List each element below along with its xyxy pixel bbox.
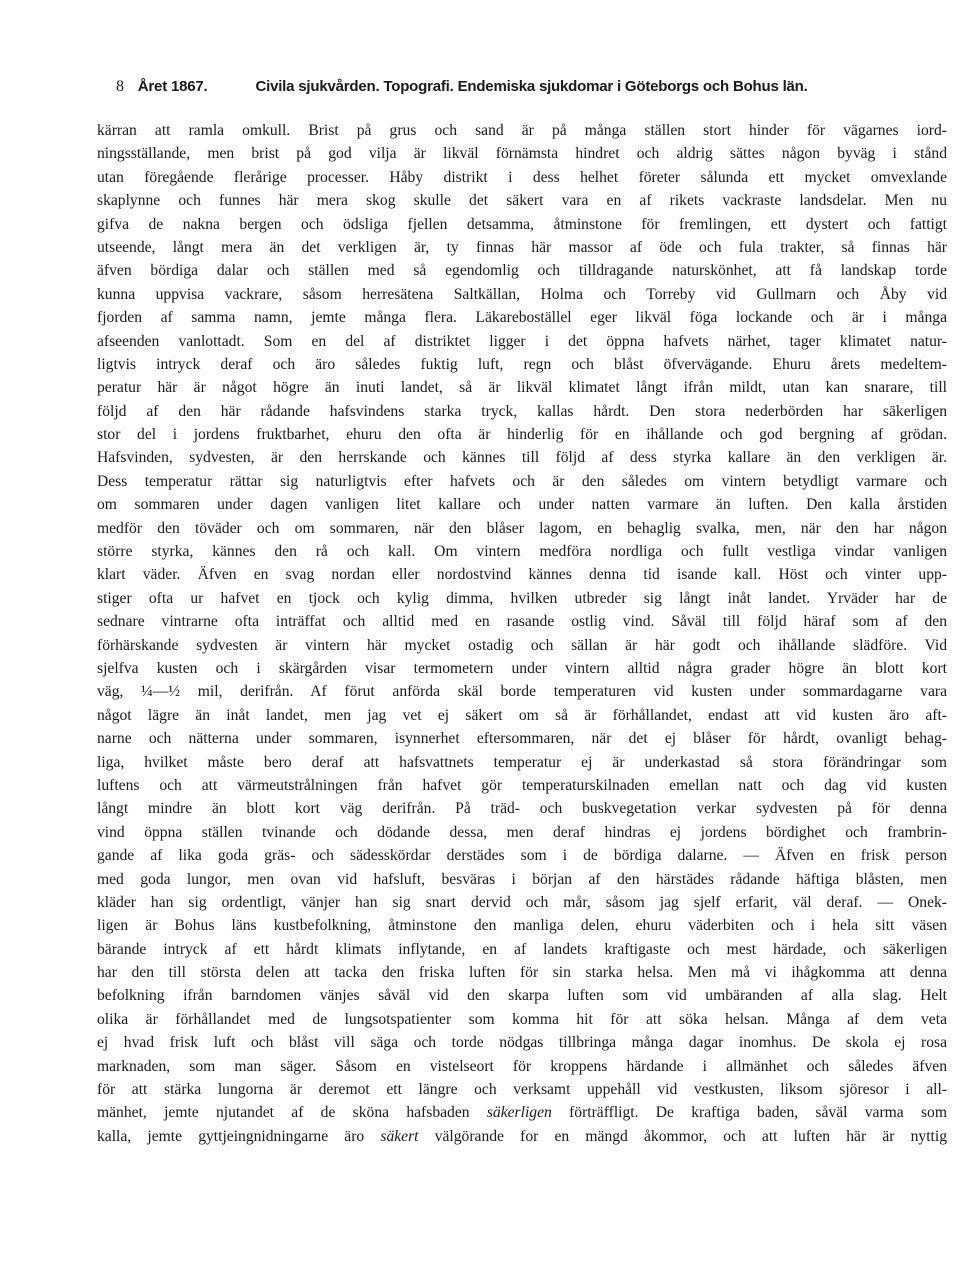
text-line: klart väder. Äfven en svag nordan eller nordostvind kännes denna tid isande kall. Höst och vinter upp- [97,566,947,584]
running-head [116,78,936,102]
text-line: följd af den här rådande hafsvindens starka tryck, kallas hårdt. Den stora nederbörden har säkerligen [97,402,947,420]
italic-word: säkerligen [486,1104,552,1122]
text-line: skaplynne och funnes här mera skog skulle det säkert vara en af rikets vackraste landsdelar. Men nu [97,192,947,210]
text-segment: kalla, jemte gyttjeingnidningarne äro [97,1127,365,1145]
text-line: narne och nätterna under sommaren, isynnerhet eftersommaren, när det ej blåser för hårdt, ovanligt behag- [97,730,947,748]
text-line: Dess temperatur rättar sig naturligtvis efter hafvets och är den således om vintern betydligt varmare och [97,472,947,490]
text-line: väg, ¼—½ mil, derifrån. Af förut anförda skäl borde temperaturen vid kusten under sommardagarne vara [97,683,947,701]
text-line: har den till största delen att tacka den friska luften för sin starka helsa. Men må vi ihågkomma att denna [97,964,947,982]
text-line: Hafsvinden, sydvesten, är den herrskande och kännes till följd af dess styrka kallare än den verkligen är. [97,449,947,467]
text-line: kärran att ramla omkull. Brist på grus och sand är på många ställen stort hinder för vägarnes iord- [97,122,947,139]
running-head-topics: Civila sjukvården. Topografi. Endemiska sjukdomar i Göteborgs och Bohus län. [255,78,808,95]
text-line: kläder han sig ordentligt, vänjer han sig snart dervid och mår, såsom jag sjelf erfarit, väl deraf. — Onek- [97,893,947,911]
text-line: kunna uppvisa vackrare, såsom herresätena Saltkällan, Holma och Torreby vid Gullmarn och Åby vid [97,285,947,303]
body-text [97,119,947,1229]
text-line: gifva de nakna bergen och ödsliga fjellen detsamma, åtminstone för fremlingen, ett dystert och fattigt [97,215,947,233]
text-line: olika är förhållandet med de lungsotspatienter som komma hit för att söka helsan. Många af dem veta [97,1010,947,1028]
italic-word: säkert [380,1127,419,1145]
page-number: 8 [116,78,124,95]
text-line: stor del i jordens fruktbarhet, ehuru den ofta är hinderlig för en ihållande och god bergning af grödan. [97,426,947,444]
text-line: liga, hvilket måste bero deraf att hafsvattnets temperatur ej är underkastad så stora förändringar som [97,753,947,771]
text-line: ningsställande, men brist på god vilja är likväl förnämsta hindret och aldrig sättes någon byväg i stånd [97,145,947,163]
text-line: afseenden vanlottadt. Som en del af distriktet ligger i det öppna hafvets närhet, tager klimatet natur- [97,332,947,350]
text-line: bärande intryck af ett hårdt klimats inflytande, en af landets kraftigaste och mest härdade, och säkerligen [97,940,947,958]
text-line: vind öppna ställen tvinande och dödande dessa, men deraf hindras ej jordens bördighet och frambrin- [97,823,947,841]
text-segment: välgörande for en mängd åkommor, och att luften här är nyttig [434,1127,947,1145]
text-line: något lägre än inåt landet, men jag vet ej säkert om så är förhållandet, endast att vid kusten äro aft- [97,706,947,724]
text-line: befolkning ifrån barndomen vänjes såväl vid den skarpa luften som vid umbäranden af alla slag. Helt [97,987,947,1005]
text-line: utseende, långt mera än det verkligen är, ty finnas här massor af öde och fula trakter, så finnas här [97,238,947,256]
text-line: sjelfva kusten och i skärgården visar termometern under vintern alltid några grader högre än blott kort [97,659,947,677]
text-line: långt mindre än blott kort väg derifrån. På träd- och buskvegetation verkar sydvesten på för denna [97,800,947,818]
text-line: luftens och att värmeutstrålningen från hafvet gör temperaturskilnaden emellan natt och dag vid kusten [97,776,947,794]
text-line: stiger ofta ur hafvet en tjock och kylig dimma, hvilken utbreder sig långt inåt landet. Yrväder har de [97,589,947,607]
text-line: fjorden af samma namn, jemte många flera. Läkareboställel eger likväl föga lockande och är i många [97,309,947,327]
text-line: större styrka, kännes den rå och kall. Om vintern medföra nordliga och fullt vestliga vindar vanligen [97,543,947,561]
text-line: äfven bördiga dalar och ställen med så egendomlig och tilldragande naturskönhet, att få landskap torde [97,262,947,280]
text-line: om sommaren under dagen vanligen litet kallare och under natten varmare än luften. Den kalla årstiden [97,496,947,514]
text-line: ej hvad frisk luft och blåst vill säga och torde nödgas tillbringa många dagar inomhus. De skola ej rosa [97,1034,947,1052]
text-line: med goda lungor, men ovan vid hafsluft, besväras i början af den härstädes rådande häftiga blåsten, men [97,870,947,888]
text-line: utan föregående flerårige processer. Håby distrikt i dess helhet företer sålunda ett mycket omvexlande [97,168,947,186]
text-line-with-italic [97,1125,947,1148]
running-head-year: Året 1867. [137,78,208,95]
text-line: sednare vintrarne ofta inträffat och alltid med en rasande ostlig vind. Såväl till följd häraf som af den [97,613,947,631]
text-line: medför den töväder och om sommaren, när den blåser lagom, en behaglig svalka, men, när den har någon [97,519,947,537]
text-segment: mänhet, jemte njutandet af de sköna hafsbaden [97,1104,470,1122]
text-line: ligen är Bohus läns kustbefolkning, åtminstone den manliga delen, ehuru väderbiten och i hela sitt väsen [97,917,947,935]
text-line: gande af lika goda gräs- och sädesskördar derstädes som i de bördiga dalarne. — Äfven en frisk person [97,847,947,865]
text-line-with-italic [97,1101,947,1124]
text-line: ligtvis intryck deraf och äro således fuktig luft, regn och blåst öfvervägande. Ehuru årets medeltem- [97,355,947,373]
text-line: marknaden, som man säger. Såsom en vistelseort för kroppens härdande i allmänhet och således äfven [97,1057,947,1075]
text-line: förhärskande sydvesten är vintern här mycket ostadig och sällan är här godt och ihållande slädföre. Vid [97,636,947,654]
text-line: peratur här är något högre än inuti landet, så är likväl klimatet långt ifrån mildt, utan kan snarare, till [97,379,947,397]
text-line: för att stärka lungorna är deremot ett längre och verksamt uppehåll vid vestkusten, liksom sjöresor i all- [97,1081,947,1099]
text-segment: förträffligt. De kraftiga baden, såväl varma som [569,1104,947,1122]
